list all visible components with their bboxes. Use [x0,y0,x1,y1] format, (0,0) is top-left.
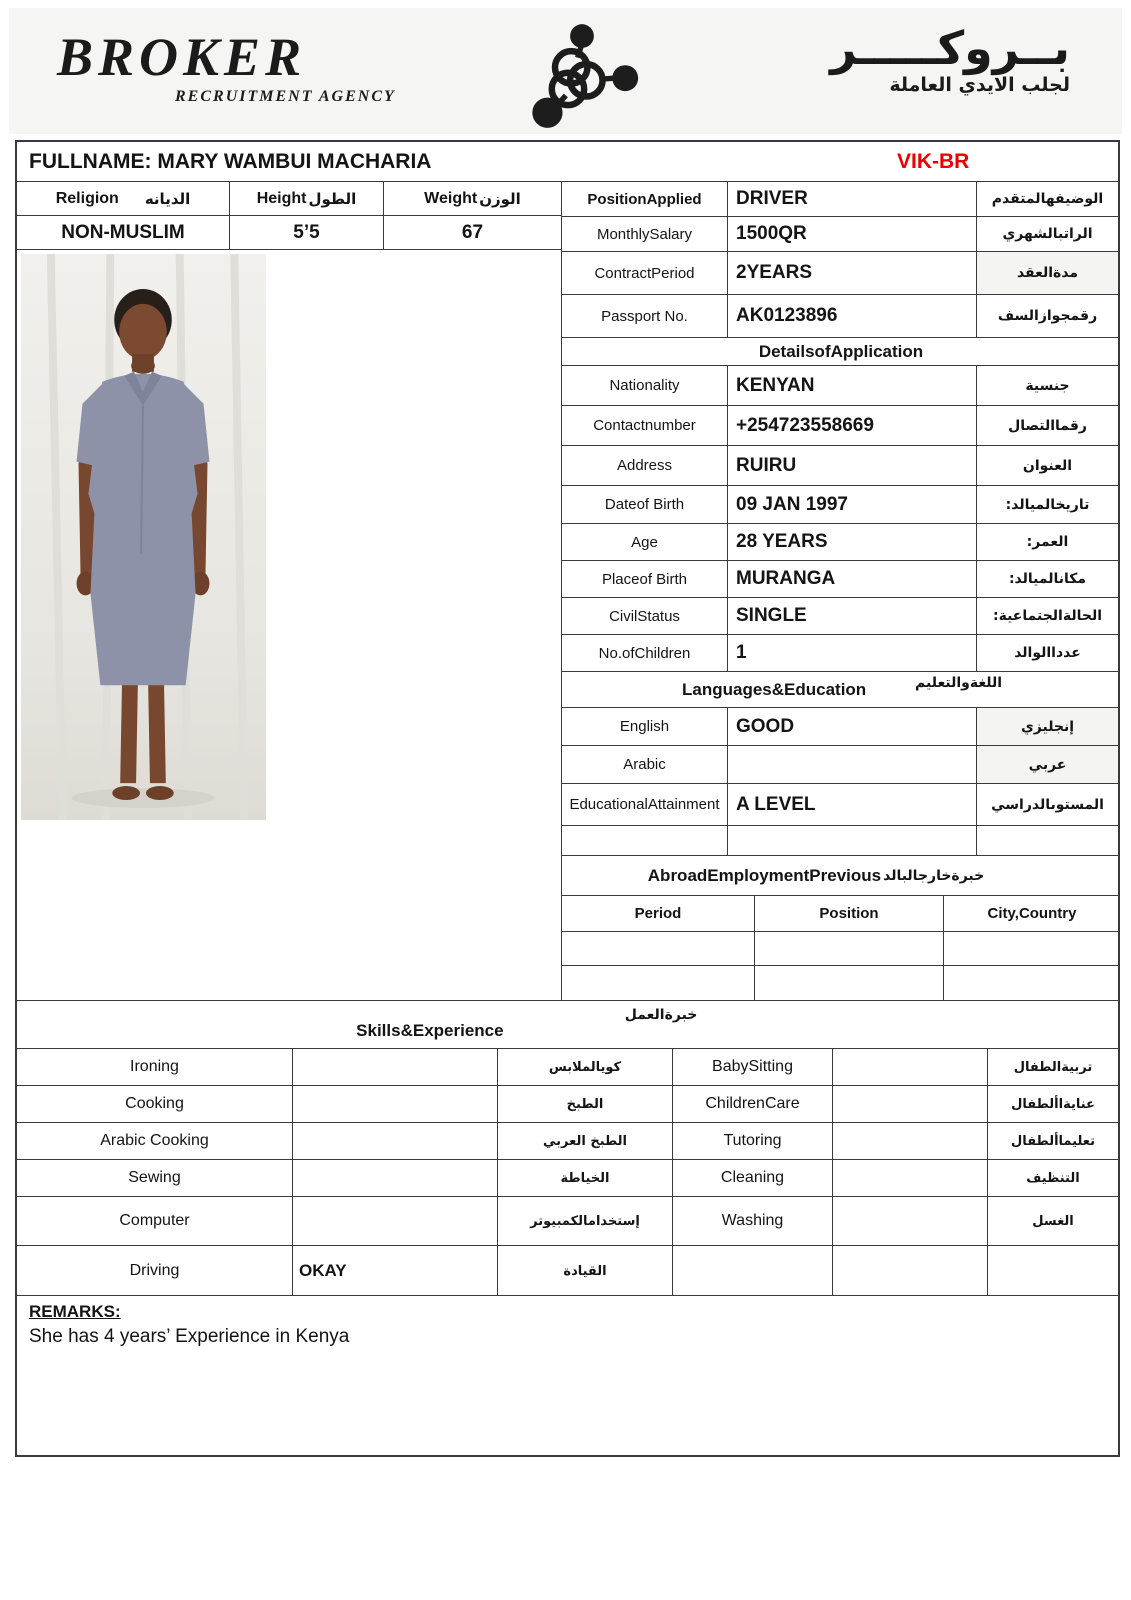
languages-title-arabic: اللغةوالتعليم [915,675,1002,691]
fullname-row [17,142,1118,182]
skill-value [833,1246,988,1296]
table-row-salary [562,217,1120,252]
agency-logo-icon [497,22,667,130]
row-label: CivilStatus [562,598,728,634]
remarks-section [17,1295,1118,1455]
table-row-civilstatus [562,598,1120,635]
skill-value [293,1160,498,1196]
applicant-photo [21,254,266,820]
skill-label-arabic: التنظيف [1026,1170,1080,1186]
skills-header [17,1001,1118,1049]
skill-label-arabic: إستخدامالكمبيوتر [498,1197,673,1245]
abroad-row [562,966,1120,1000]
empty-cell [755,966,944,1000]
skill-label: Tutoring [673,1123,833,1159]
skill-label: Sewing [17,1160,293,1196]
row-label-arabic: الوضيفهالمتقدم [991,191,1104,207]
skill-label [673,1246,833,1296]
table-row-education [562,784,1120,826]
agency-brand-arabic [830,16,1070,96]
skill-value [293,1197,498,1245]
row-label: EducationalAttainment [562,784,728,825]
row-label: No.ofChildren [562,635,728,671]
row-value: 09 JAN 1997 [728,486,977,523]
row-value: DRIVER [728,182,977,216]
row-label-arabic: رقماالتصال [1008,417,1087,434]
skill-value [833,1086,988,1122]
row-label-arabic: مدةالعقد [977,252,1118,294]
skill-label-arabic: القيادة [498,1246,673,1296]
empty-cell [562,826,728,855]
row-value: MURANGA [728,561,977,597]
header-band [9,8,1122,134]
row-label: ContractPeriod [562,252,728,294]
skill-value [293,1049,498,1085]
empty-cell [562,966,755,1000]
reference-code: VIK-BR [897,150,970,173]
table-row-address [562,446,1120,486]
row-value: AK0123896 [728,295,977,337]
table-row-pob [562,561,1120,598]
column-header-period: Period [562,896,755,931]
empty-cell [728,826,977,855]
table-row-arabic [562,746,1120,784]
row-label: MonthlySalary [562,217,728,251]
abroad-title-arabic: خبرةخارجالبالد [883,867,985,884]
skill-value [293,1086,498,1122]
empty-cell [944,932,1120,965]
row-value: RUIRU [728,446,977,485]
row-value: +254723558669 [728,406,977,445]
skills-row [17,1160,1118,1197]
row-value: 1500QR [728,217,977,251]
skill-value [833,1160,988,1196]
section-title-abroad [562,856,1120,896]
skill-label-arabic: الطبخ العربي [498,1123,673,1159]
physical-attributes-table [17,182,562,250]
skill-label-arabic: الطبخ [498,1086,673,1122]
height-value: 5’5 [230,216,384,250]
table-row-age [562,524,1120,561]
row-label: PositionApplied [562,182,728,216]
column-header-position: Position [755,896,944,931]
remarks-title: REMARKS: [29,1302,121,1321]
skill-value [293,1123,498,1159]
row-label-arabic: الحالةالجتماعية: [992,608,1103,624]
empty-cell [562,932,755,965]
table-row-contract [562,252,1120,295]
fullname [29,150,431,174]
skill-label: Arabic Cooking [17,1123,293,1159]
fullname-value: MARY WAMBUI MACHARIA [157,150,432,173]
row-label: Nationality [562,366,728,405]
religion-value: NON-MUSLIM [17,216,230,250]
row-label-arabic: عربي [977,746,1118,783]
row-label-arabic: العمر: [1026,534,1069,550]
skill-value: OKAY [293,1246,498,1296]
row-label-arabic: جنسية [1025,377,1070,394]
row-value: SINGLE [728,598,977,634]
row-value: 28 YEARS [728,524,977,560]
languages-title: Languages&Education [682,679,867,699]
skill-value [833,1123,988,1159]
section-title-languages [562,672,1120,708]
empty-cell [944,966,1120,1000]
skill-label-arabic [988,1246,1118,1296]
skill-label-arabic: الخياطة [498,1160,673,1196]
abroad-row [562,932,1120,966]
skills-title: Skills&Experience [356,1021,504,1040]
brand-subtitle: RECRUITMENT AGENCY [175,88,396,105]
table-row-blank [562,826,1120,856]
brand-subtitle-arabic: لجلب الايدي العاملة [889,74,1070,97]
row-label-arabic: إنجليزي [977,708,1118,745]
skill-label-arabic: عنايةاألطفال [1011,1096,1095,1112]
remarks-text: She has 4 years’ Experience in Kenya [29,1326,350,1347]
brand-name: BROKER [57,27,307,87]
agency-brand [57,27,447,106]
skill-label: Washing [673,1197,833,1245]
table-row-dob [562,486,1120,524]
row-label-arabic: العنوان [1022,457,1073,474]
skills-row [17,1123,1118,1160]
row-value: 2YEARS [728,252,977,294]
skill-label: Ironing [17,1049,293,1085]
weight-value: 67 [384,216,562,250]
row-label-arabic: رقمجوازالسف [997,308,1098,324]
table-row-contact [562,406,1120,446]
skills-title-arabic: خبرةالعمل [624,1007,698,1023]
row-label-arabic: عدداالوالد [1014,645,1081,661]
row-label-arabic: تاريخالميالد: [1005,496,1090,513]
row-label: English [562,708,728,745]
row-value: GOOD [728,708,977,745]
row-label: Address [562,446,728,485]
empty-cell [977,826,1118,855]
skills-row [17,1246,1118,1296]
weight-header-arabic: الوزن [479,189,521,208]
section-title-details: DetailsofApplication [562,338,1120,366]
skill-label: Cooking [17,1086,293,1122]
skill-label: Computer [17,1197,293,1245]
skill-label-arabic: الغسل [1032,1213,1074,1229]
table-row-nationality [562,366,1120,406]
row-value: KENYAN [728,366,977,405]
skills-section [17,1000,1118,1295]
row-label: Arabic [562,746,728,783]
abroad-column-headers [562,896,1120,932]
row-label: Passport No. [562,295,728,337]
application-form [15,140,1120,1457]
photo-region [17,250,562,1000]
skill-label: Driving [17,1246,293,1296]
abroad-title: AbroadEmploymentPrevious [647,865,882,885]
empty-cell [755,932,944,965]
skills-row [17,1197,1118,1246]
skill-label: Cleaning [673,1160,833,1196]
row-value: 1 [728,635,977,671]
skill-label: ChildrenCare [673,1086,833,1122]
skill-value [833,1197,988,1245]
skill-label-arabic: كويالملابس [498,1049,673,1085]
row-label: Age [562,524,728,560]
skills-row [17,1049,1118,1086]
skill-label: BabySitting [673,1049,833,1085]
row-label-arabic: الراتبالشهري [1002,226,1093,242]
row-label: Contactnumber [562,406,728,445]
row-label-arabic: المستوىالدراسي [991,796,1104,813]
table-row-position [562,182,1120,217]
weight-header: Weight الوزن [384,182,562,216]
table-row-passport [562,295,1120,338]
skill-label-arabic: تربيةالطفال [1013,1059,1093,1075]
table-row-english [562,708,1120,746]
religion-header: Religion الديانه [17,182,230,216]
skill-label-arabic: تعليماألطفال [1011,1133,1095,1149]
skill-value [833,1049,988,1085]
row-label-arabic: مكانالميالد: [1008,571,1087,587]
row-value [728,746,977,783]
column-header-city-country: City,Country [987,905,1077,922]
skills-row [17,1086,1118,1123]
religion-header-arabic: الديانه [144,189,191,208]
height-header-arabic: الطول [308,189,357,208]
row-value: A LEVEL [728,784,977,825]
fullname-label: FULLNAME: [29,150,152,173]
height-header: Height الطول [230,182,384,216]
application-details-table [562,182,1120,1000]
row-label: Placeof Birth [562,561,728,597]
table-row-children [562,635,1120,672]
row-label: Dateof Birth [562,486,728,523]
brand-name-arabic: بــروكـــــر [830,21,1070,75]
